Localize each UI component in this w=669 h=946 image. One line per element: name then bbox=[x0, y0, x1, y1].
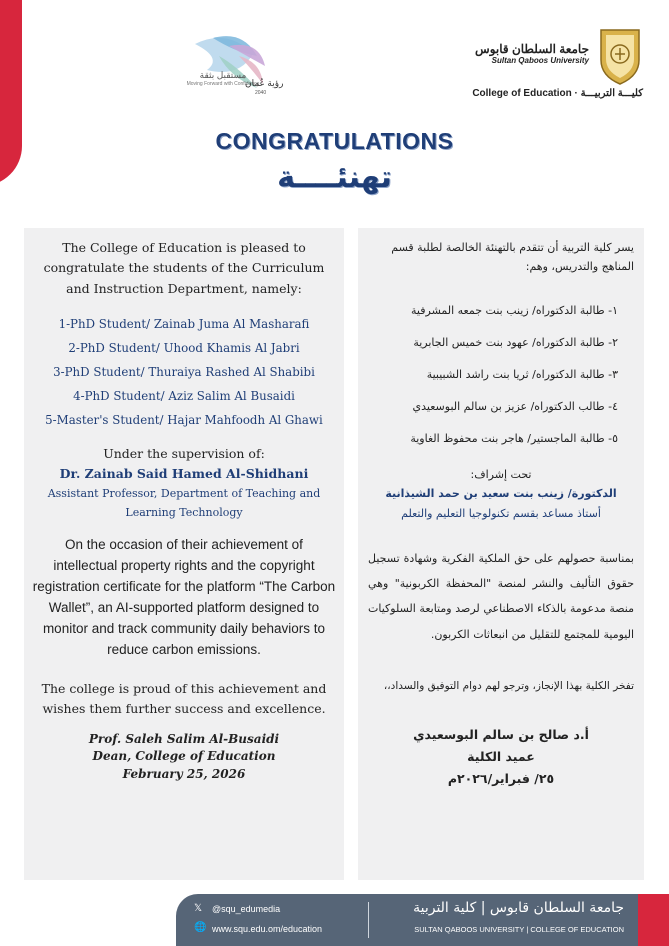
list-item: 3-PhD Student/ Thuraiya Rashed Al Shabibi bbox=[53, 364, 315, 379]
college-name-line: College of Education · كليـــة التربيـــة bbox=[472, 88, 643, 99]
english-panel bbox=[24, 228, 344, 880]
arabic-occasion-text: بمناسبة حصولهم على حق الملكية الفكرية وشهادة تسجيل حقوق التأليف والنشر لمنصة "المحفظة الكربونية" وهي منصة مدعومة بالذكاء الاصطناعي لرصد ومتابعة السلوكيات اليومية للمجتمع للتقليل من انبعاثات الكربون. bbox=[368, 551, 634, 641]
footer-red-accent bbox=[638, 894, 669, 946]
university-name-ar: جامعة السلطان قابوس bbox=[475, 42, 589, 56]
english-supervisor-role: Assistant Professor, Department of Teaching and Learning Technology bbox=[47, 486, 321, 519]
oman-vision-logo bbox=[173, 26, 323, 116]
footer-divider bbox=[368, 902, 369, 938]
footer-name-ar: جامعة السلطان قابوس | كلية التربية bbox=[413, 900, 624, 916]
title-english: CONGRATULATIONS bbox=[215, 128, 454, 154]
list-item: ٢- طالبة الدكتوراه/ عهود بنت خميس الجابرية bbox=[413, 335, 618, 349]
arabic-supervision bbox=[368, 465, 634, 524]
arabic-closing-text: تفخر الكلية بهذا الإنجاز، وترجو لهم دوام التوفيق والسداد،، bbox=[383, 680, 634, 693]
red-corner-decoration bbox=[0, 0, 22, 186]
footer-name-en: SULTAN QABOOS UNIVERSITY | COLLEGE OF EDUCATION bbox=[414, 925, 624, 934]
header-logos bbox=[173, 26, 643, 116]
arabic-signature bbox=[368, 724, 634, 790]
list-item: 1-PhD Student/ Zainab Juma Al Masharafi bbox=[58, 316, 310, 331]
vision-tagline-en: Moving Forward with Confidence bbox=[186, 81, 260, 87]
arabic-panel bbox=[358, 228, 644, 880]
website-link[interactable]: www.squ.edu.om/education bbox=[212, 924, 323, 934]
social-handle-link[interactable]: @squ_edumedia bbox=[212, 904, 281, 914]
arabic-intro: يسر كلية التربية أن تتقدم بالتهنئة الخالصة لطلبة قسم المناهج والتدريس، وهم: bbox=[391, 241, 634, 274]
squ-emblem-icon bbox=[597, 26, 643, 86]
arabic-student-list bbox=[368, 295, 634, 455]
english-intro: The College of Education is pleased to congratulate the students of the Curriculum and Instruction Department, namely: bbox=[43, 240, 325, 296]
signature-name: Prof. Saleh Salim Al-Busaidi bbox=[88, 732, 280, 747]
university-name-en: Sultan Qaboos University bbox=[491, 56, 589, 65]
list-item: ٥- طالبة الماجستير/ هاجر بنت محفوظ الغاوية bbox=[410, 431, 618, 445]
footer-bar bbox=[176, 894, 638, 946]
english-occasion-text: On the occasion of their achievement of intellectual property rights and the copyright registration certificate for the platform “The Carbon Wallet”, an AI-supported platform designed to monitor and track community daily behaviors to reduce carbon emissions. bbox=[32, 537, 336, 657]
title-arabic: تهنئــــة bbox=[277, 160, 392, 195]
vision-tagline-ar: مستقبل بثقة bbox=[199, 70, 247, 80]
signature-date: February 25, 2026 bbox=[122, 766, 246, 781]
x-social-icon: 𝕏 bbox=[194, 903, 203, 914]
list-item: 4-PhD Student/ Aziz Salim Al Busaidi bbox=[73, 388, 295, 403]
ruya-year: 2040 bbox=[255, 90, 267, 96]
list-item: ١- طالبة الدكتوراه/ زينب بنت جمعه المشرفية bbox=[411, 303, 618, 317]
university-name bbox=[475, 42, 589, 65]
english-supervision-title: Under the supervision of: bbox=[103, 445, 265, 461]
arabic-supervision-title: تحت إشراف: bbox=[470, 467, 532, 481]
arabic-supervisor-role: أستاذ مساعد بقسم تكنولوجيا التعليم والتعلم bbox=[401, 507, 601, 521]
english-signature bbox=[32, 731, 336, 783]
english-closing-text: The college is proud of this achievement and wishes them further success and excellence. bbox=[41, 680, 327, 716]
list-item: 2-PhD Student/ Uhood Khamis Al Jabri bbox=[68, 340, 300, 355]
list-item: ٣- طالبة الدكتوراه/ ثريا بنت راشد الشبيبية bbox=[426, 367, 618, 381]
signature-title: عميد الكلية bbox=[467, 748, 535, 764]
english-student-list bbox=[32, 312, 336, 432]
signature-name: أ.د صالح بن سالم البوسعيدي bbox=[413, 726, 589, 742]
globe-icon: 🌐 bbox=[194, 922, 207, 933]
signature-title: Dean, College of Education bbox=[92, 749, 276, 764]
signature-date: ٢٥/ فبراير/٢٠٢٦م bbox=[447, 770, 555, 786]
english-supervisor-name: Dr. Zainab Said Hamed Al-Shidhani bbox=[59, 465, 309, 481]
ruya-label: رؤية عُمان bbox=[245, 78, 284, 88]
list-item: 5-Master's Student/ Hajar Mahfoodh Al Ghawi bbox=[45, 412, 323, 427]
list-item: ٤- طالب الدكتوراه/ عزيز بن سالم البوسعيدي bbox=[412, 399, 618, 413]
arabic-supervisor-name: الدكتورة/ زينب بنت سعيد بن حمد الشيذانية bbox=[385, 487, 617, 501]
